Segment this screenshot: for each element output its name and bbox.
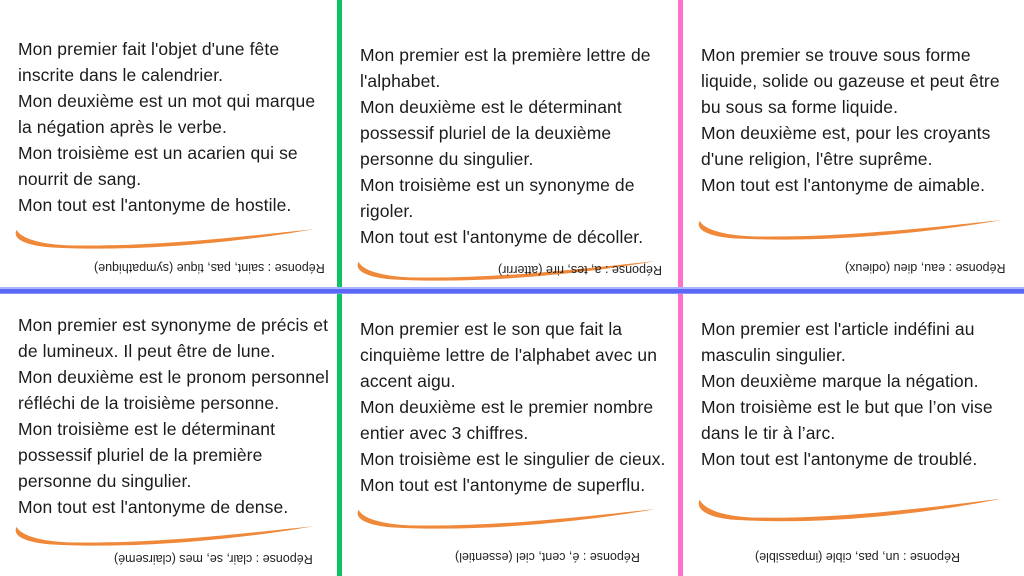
riddle-text xyxy=(360,42,672,250)
answer-text: Réponse : é, cent, ciel (essentiel) xyxy=(455,550,640,564)
riddle-text xyxy=(18,36,331,218)
riddle-sentence: Mon premier est le son que fait la cinquième lettre de l'alphabet avec un accent aigu. xyxy=(360,319,658,391)
riddle-sentence: Mon premier fait l'objet d'une fête inscrite dans le calendrier. xyxy=(18,39,280,85)
riddle-text xyxy=(701,316,1018,472)
riddle-sentence: Mon deuxième marque la négation. xyxy=(701,371,979,391)
answer-text: Réponse : a, tes, rire (atterrir) xyxy=(498,263,662,277)
riddle-sentence: Mon premier se trouve sous forme liquide, solide ou gazeuse et peut être bu sous sa forme liquide. xyxy=(701,45,1000,117)
answer-text: Réponse : un, pas, cible (impassible) xyxy=(755,550,960,564)
swoosh-underline-icon xyxy=(693,216,1004,242)
riddle-sentence: Mon premier est synonyme de précis et de lumineux. Il peut être de lune. xyxy=(18,315,329,361)
riddle-sentence: Mon tout est l'antonyme de hostile. xyxy=(18,195,292,215)
answer-text: Réponse : saint, pas, tique (sympathique) xyxy=(94,261,325,275)
charade-card-bottom-right xyxy=(683,294,1024,576)
riddle-sentence: Mon troisième est le déterminant possessif pluriel de la première personne du singulier. xyxy=(18,419,276,491)
riddle-sentence: Mon deuxième est, pour les croyants d'une religion, l'être suprême. xyxy=(701,123,991,169)
charade-card-bottom-middle xyxy=(342,294,678,576)
riddle-sentence: Mon tout est l'antonyme de décoller. xyxy=(360,227,644,247)
riddle-sentence: Mon premier est l'article indéfini au masculin singulier. xyxy=(701,319,975,365)
charade-card-top-middle xyxy=(342,0,678,287)
charade-card-top-left xyxy=(0,0,337,287)
riddle-sentence: Mon tout est l'antonyme de dense. xyxy=(18,497,289,517)
riddle-sentence: Mon deuxième est le pronom personnel réfléchi de la troisième personne. xyxy=(18,367,329,413)
riddle-sentence: Mon troisième est le singulier de cieux. xyxy=(360,449,666,469)
charade-card-top-right xyxy=(683,0,1024,287)
riddle-sentence: Mon premier est la première lettre de l'alphabet. xyxy=(360,45,651,91)
riddle-sentence: Mon deuxième est un mot qui marque la négation après le verbe. xyxy=(18,91,316,137)
riddle-text xyxy=(701,42,1018,198)
answer-text: Réponse : clair, se, mes (clairsemé) xyxy=(114,552,313,566)
riddle-sentence: Mon troisième est un synonyme de rigoler. xyxy=(360,175,635,221)
riddle-sentence: Mon tout est l'antonyme de aimable. xyxy=(701,175,986,195)
swoosh-underline-icon xyxy=(10,225,317,251)
riddle-sentence: Mon tout est l'antonyme de superflu. xyxy=(360,475,646,495)
riddle-text xyxy=(18,312,331,520)
divider-horizontal-blue xyxy=(0,287,1024,294)
answer-text: Réponse : eau, dieu (odieux) xyxy=(845,261,1006,275)
swoosh-underline-icon xyxy=(10,522,317,548)
riddle-sentence: Mon tout est l'antonyme de troublé. xyxy=(701,449,978,469)
riddle-sentence: Mon troisième est un acarien qui se nourrit de sang. xyxy=(18,143,298,189)
riddle-sentence: Mon troisième est le but que l’on vise dans le tir à l’arc. xyxy=(701,397,993,443)
swoosh-underline-icon xyxy=(352,505,658,531)
riddle-text xyxy=(360,316,672,498)
charade-card-bottom-left xyxy=(0,294,337,576)
riddle-sentence: Mon deuxième est le premier nombre entier avec 3 chiffres. xyxy=(360,397,654,443)
swoosh-underline-icon xyxy=(693,494,1004,524)
riddle-sentence: Mon deuxième est le déterminant possessif pluriel de la deuxième personne du singulier. xyxy=(360,97,622,169)
